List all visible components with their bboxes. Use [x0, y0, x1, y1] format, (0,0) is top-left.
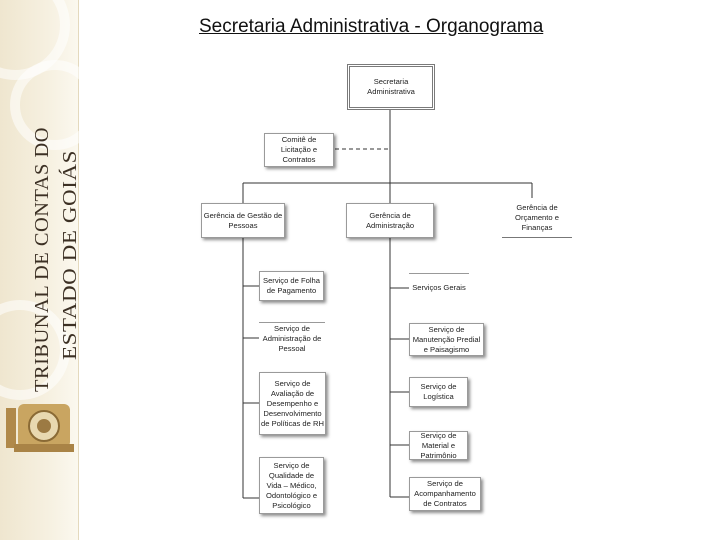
org-node-service: Serviço de Qualidade de Vida – Médico, Odontológico e Psicológico: [259, 457, 324, 514]
org-node-service: Serviço de Avaliação de Desempenho e Desenvolvimento de Políticas de RH: [259, 372, 326, 435]
court-name-line1: TRIBUNAL DE CONTAS DO: [31, 132, 53, 392]
org-node-service: Serviço de Material e Patrimônio: [409, 431, 468, 460]
court-name-line2: ESTADO DE GOIÁS: [59, 177, 81, 360]
page-title: Secretaria Administrativa - Organograma: [199, 16, 544, 37]
org-node-service: Serviço de Folha de Pagamento: [259, 271, 324, 301]
org-node-service: Serviço de Manutenção Predial e Paisagismo: [409, 323, 484, 356]
org-node-service: Serviço de Acompanhamento de Contratos: [409, 477, 481, 511]
org-node-department: Gerência de Gestão de Pessoas: [201, 203, 285, 238]
org-node-root: Secretaria Administrativa: [347, 64, 435, 110]
org-node-service: Serviços Gerais: [409, 273, 469, 302]
org-node-service: Serviço de Administração de Pessoal: [259, 322, 325, 354]
org-node-service: Serviço de Logística: [409, 377, 468, 407]
org-node-staff-committee: Comitê de Licitação e Contratos: [264, 133, 334, 167]
org-node-department: Gerência de Administração: [346, 203, 434, 238]
org-node-department: Gerência de Orçamento e Finanças: [502, 198, 572, 238]
